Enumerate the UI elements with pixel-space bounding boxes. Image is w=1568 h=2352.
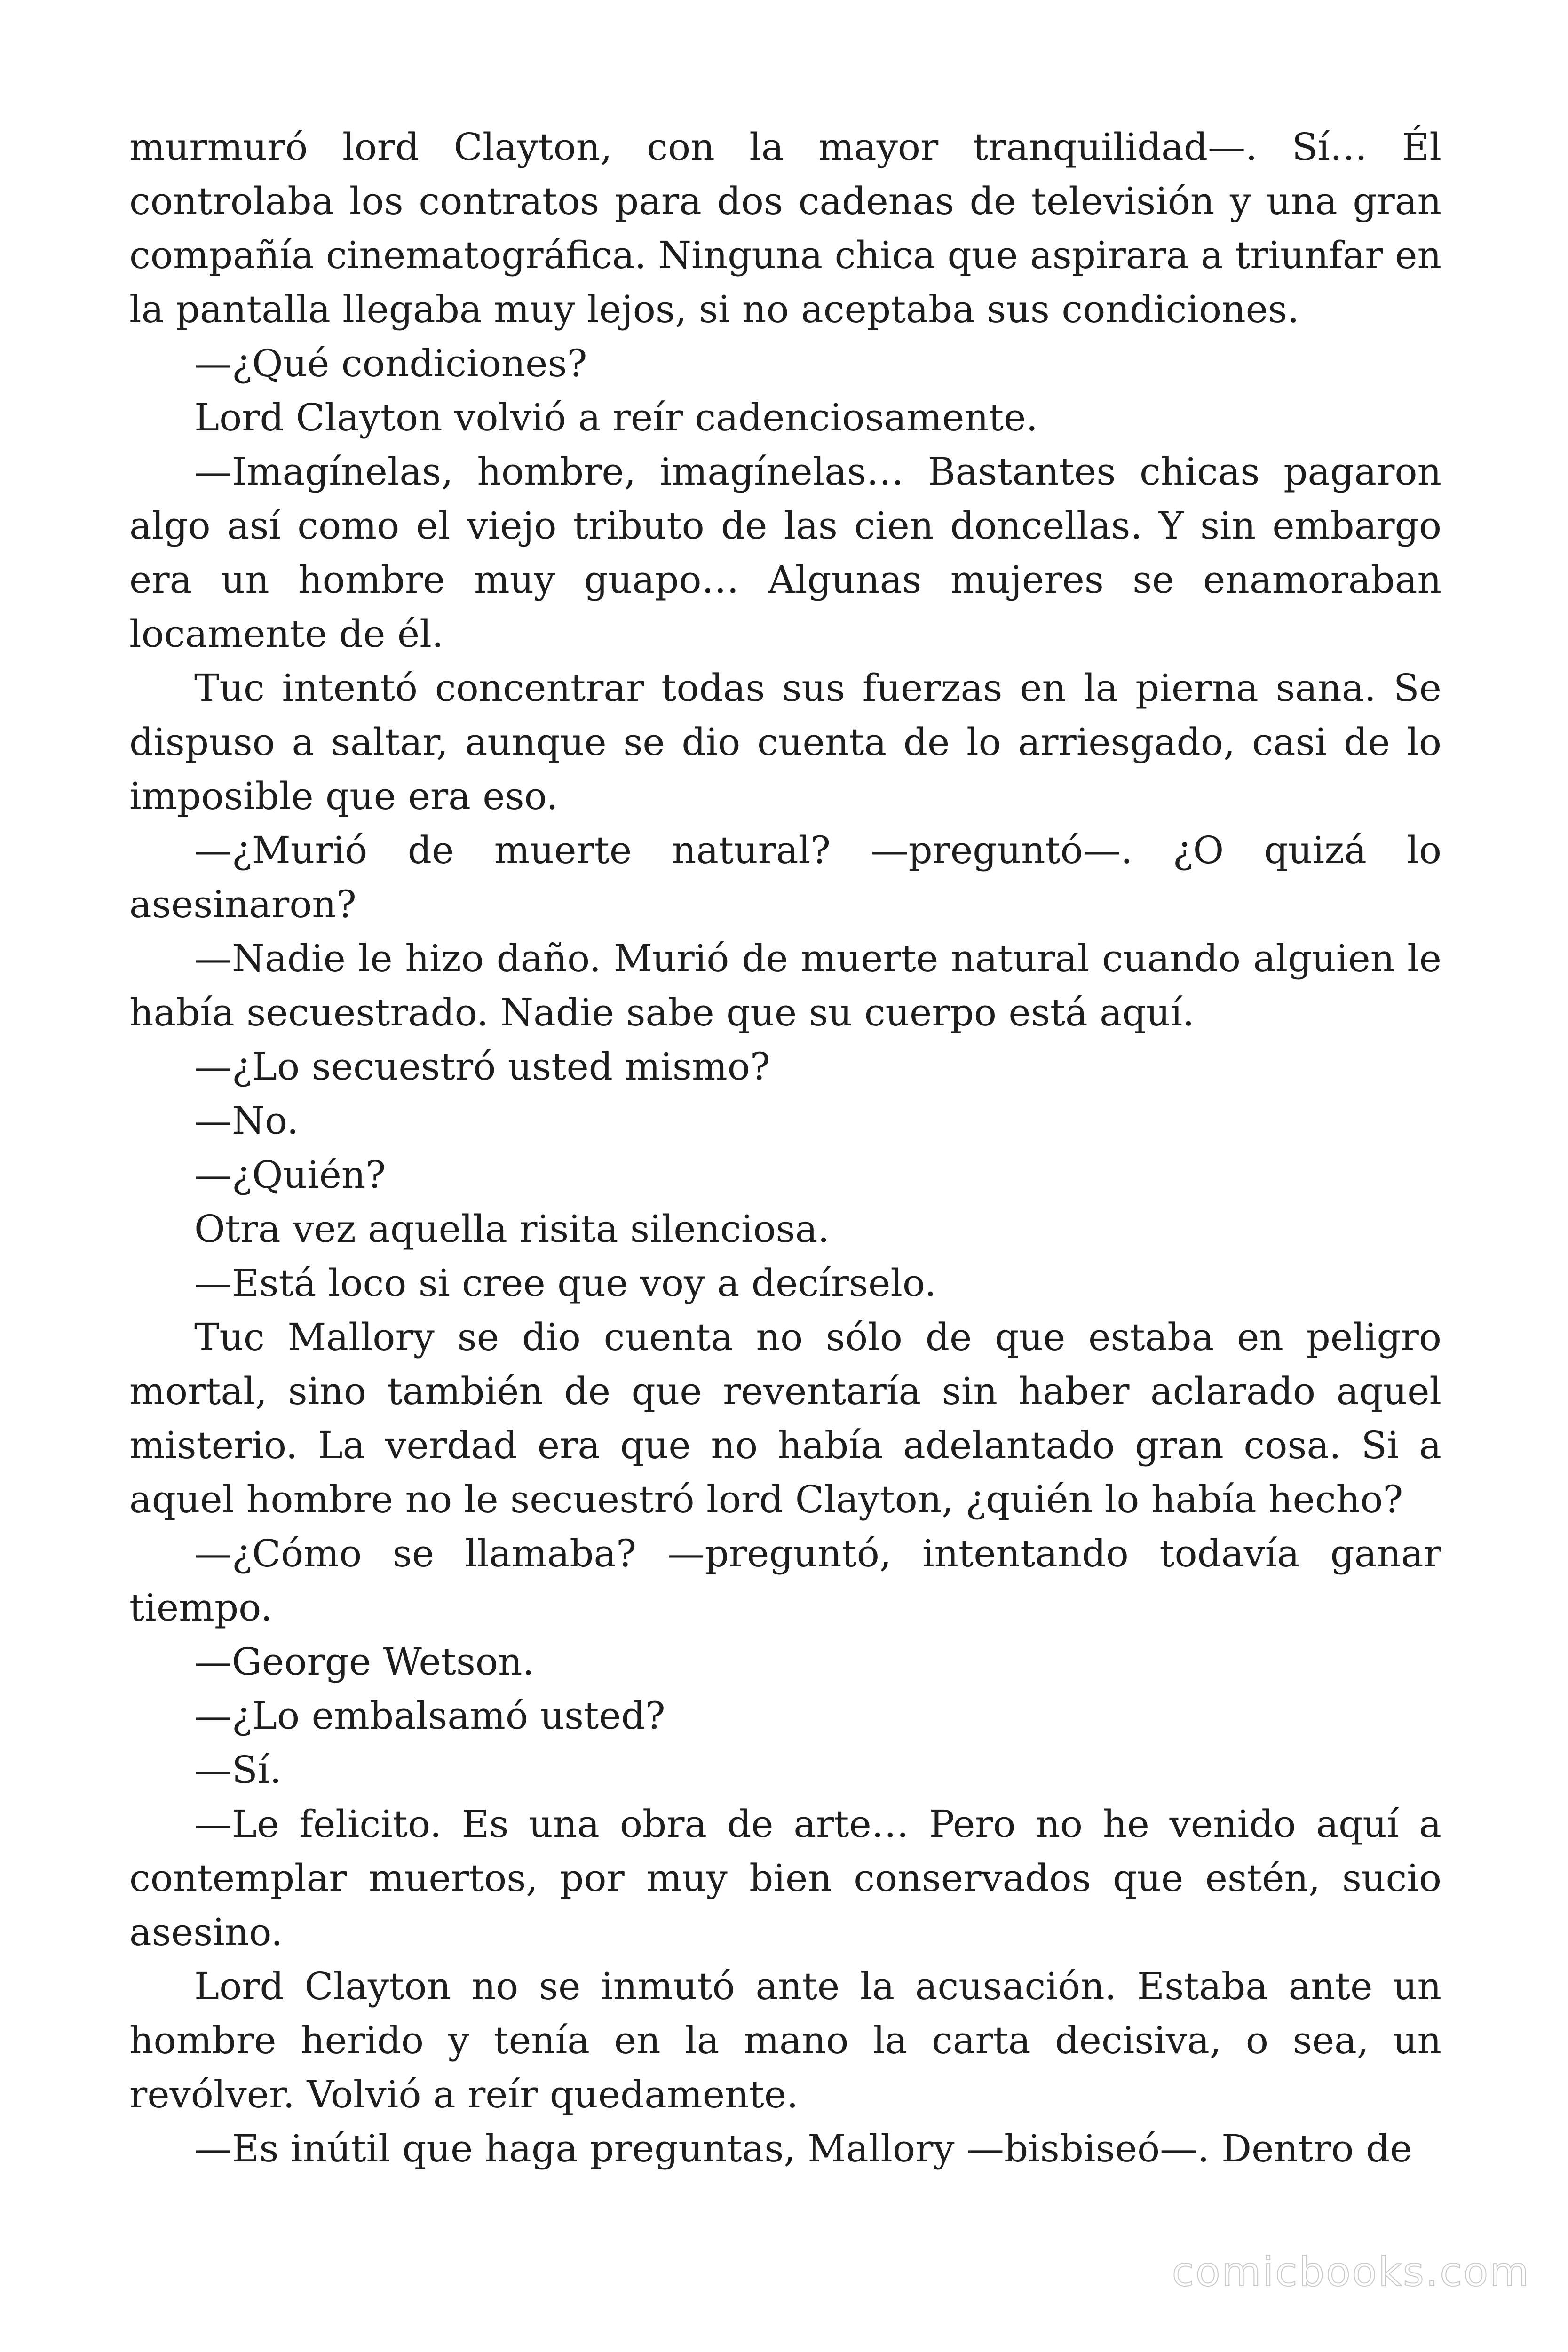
paragraph: —Está loco si cree que voy a decírselo.: [194, 1261, 937, 1305]
paragraph: —Sí.: [194, 1748, 282, 1792]
paragraph: —¿Murió de muerte natural? —preguntó—. ¿O quizá lo asesinaron?: [129, 828, 1441, 926]
paragraph: Lord Clayton volvió a reír cadenciosamente.: [194, 396, 1038, 439]
paragraph: —Imagínelas, hombre, imagínelas… Bastantes chicas pagaron algo así como el viejo tributo de las cien doncellas. Y sin embargo era un hombre muy guapo… Algunas mujeres se enamoraban locamente de él.: [129, 450, 1441, 656]
paragraph: —¿Lo embalsamó usted?: [194, 1694, 665, 1738]
page-body: [129, 120, 1441, 2176]
paragraph: —No.: [194, 1099, 299, 1143]
paragraph: —¿Lo secuestró usted mismo?: [194, 1045, 770, 1089]
paragraph: —¿Qué condiciones?: [194, 342, 587, 385]
paragraph: —George Wetson.: [194, 1640, 535, 1684]
paragraph: Tuc Mallory se dio cuenta no sólo de que estaba en peligro mortal, sino también de que reventaría sin haber aclarado aquel misterio. La verdad era que no había adelantado gran cosa. Si a aquel hombre no le secuestró lord Clayton, ¿quién lo había hecho?: [129, 1315, 1441, 1521]
paragraph: —Le felicito. Es una obra de arte… Pero no he venido aquí a contemplar muertos, por muy bien conservados que estén, sucio asesino.: [129, 1802, 1441, 1954]
paragraph: —Es inútil que haga preguntas, Mallory —bisbiseó—. Dentro de: [194, 2127, 1412, 2170]
paragraph: —¿Cómo se llamaba? —preguntó, intentando todavía ganar tiempo.: [129, 1532, 1441, 1629]
paragraph: Otra vez aquella risita silenciosa.: [194, 1207, 830, 1251]
paragraph: Tuc intentó concentrar todas sus fuerzas en la pierna sana. Se dispuso a saltar, aunque se dio cuenta de lo arriesgado, casi de lo imposible que era eso.: [129, 666, 1441, 818]
paragraph: murmuró lord Clayton, con la mayor tranquilidad—. Sí… Él controlaba los contratos para dos cadenas de televisión y una gran compañía cinematográfica. Ninguna chica que aspirara a triunfar en la pantalla llegaba muy lejos, si no aceptaba sus condiciones.: [129, 125, 1441, 331]
paragraph: Lord Clayton no se inmutó ante la acusación. Estaba ante un hombre herido y tenía en la mano la carta decisiva, o sea, un revólver. Volvió a reír quedamente.: [129, 1964, 1441, 2116]
paragraph: —Nadie le hizo daño. Murió de muerte natural cuando alguien le había secuestrado. Nadie sabe que su cuerpo está aquí.: [129, 937, 1441, 1034]
watermark: comicbooks.com: [1172, 2249, 1530, 2296]
paragraph: —¿Quién?: [194, 1153, 386, 1197]
